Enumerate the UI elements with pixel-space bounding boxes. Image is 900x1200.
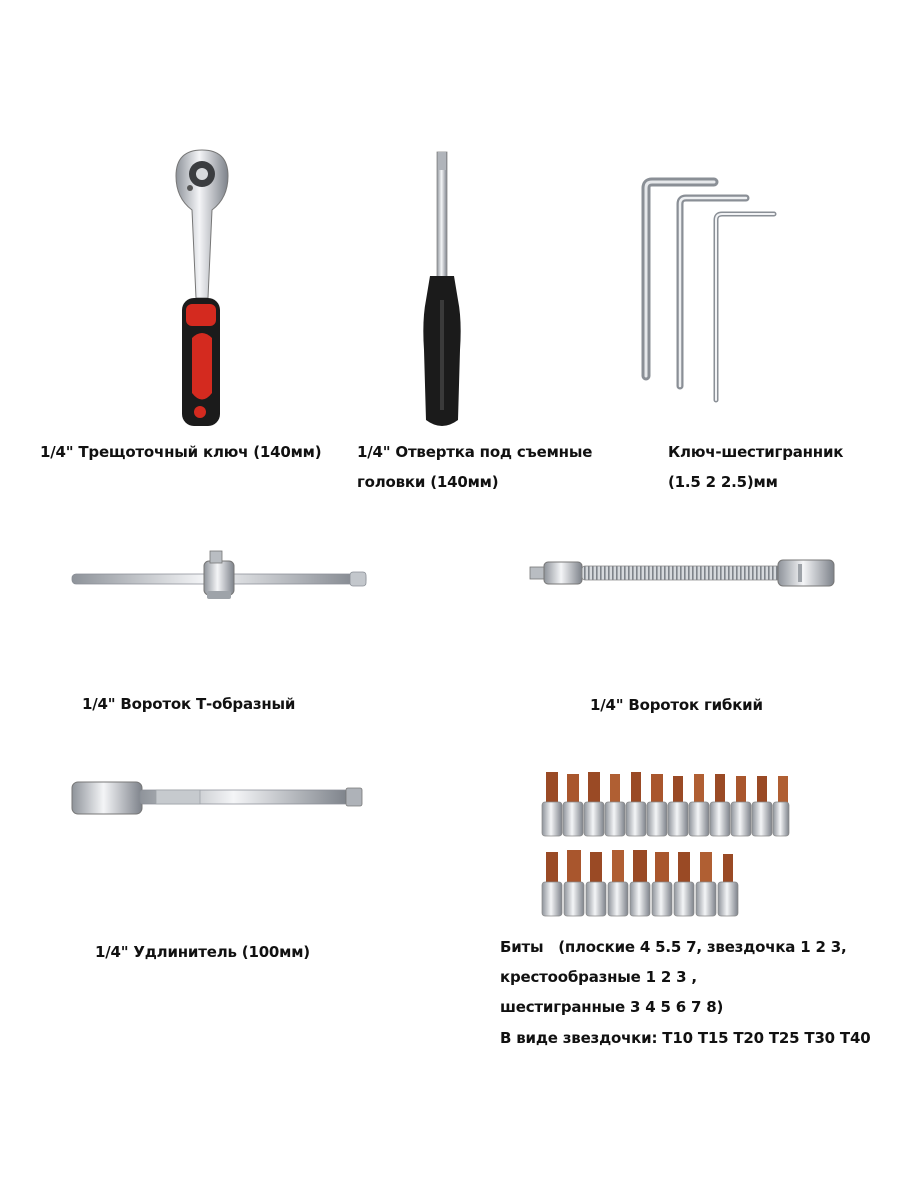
hex-key-label-line-2: (1.5 2 2.5)мм (668, 473, 778, 491)
bit-set-icon (538, 768, 790, 918)
hex-key-set-icon (640, 176, 780, 406)
flexible-extension-icon (528, 555, 838, 591)
t-handle-label: 1/4" Вороток Т-образный (82, 695, 296, 713)
bit-set-label-line-1: Биты (плоские 4 5.5 7, звездочка 1 2 3, (500, 938, 847, 956)
flexible-extension-label: 1/4" Вороток гибкий (590, 696, 763, 714)
hex-key-label-line-1: Ключ-шестигранник (668, 443, 844, 461)
ratchet-wrench-label: 1/4" Трещоточный ключ (140мм) (40, 443, 322, 461)
t-handle-bar-icon (70, 545, 370, 605)
ratchet-wrench-icon (168, 148, 238, 433)
screwdriver-label-line-2: головки (140мм) (357, 473, 499, 491)
screwdriver-handle-icon (418, 150, 468, 432)
screwdriver-label-line-1: 1/4" Отвертка под съемные (357, 443, 593, 461)
bit-set-label-line-4: В виде звездочки: Т10 Т15 Т20 Т25 Т30 Т40 (500, 1029, 871, 1047)
extension-bar-icon (70, 778, 365, 818)
bit-set-label-line-2: крестообразные 1 2 3 , (500, 968, 697, 986)
bit-set-label-line-3: шестигранные 3 4 5 6 7 8) (500, 998, 724, 1016)
extension-bar-label: 1/4" Удлинитель (100мм) (95, 943, 310, 961)
